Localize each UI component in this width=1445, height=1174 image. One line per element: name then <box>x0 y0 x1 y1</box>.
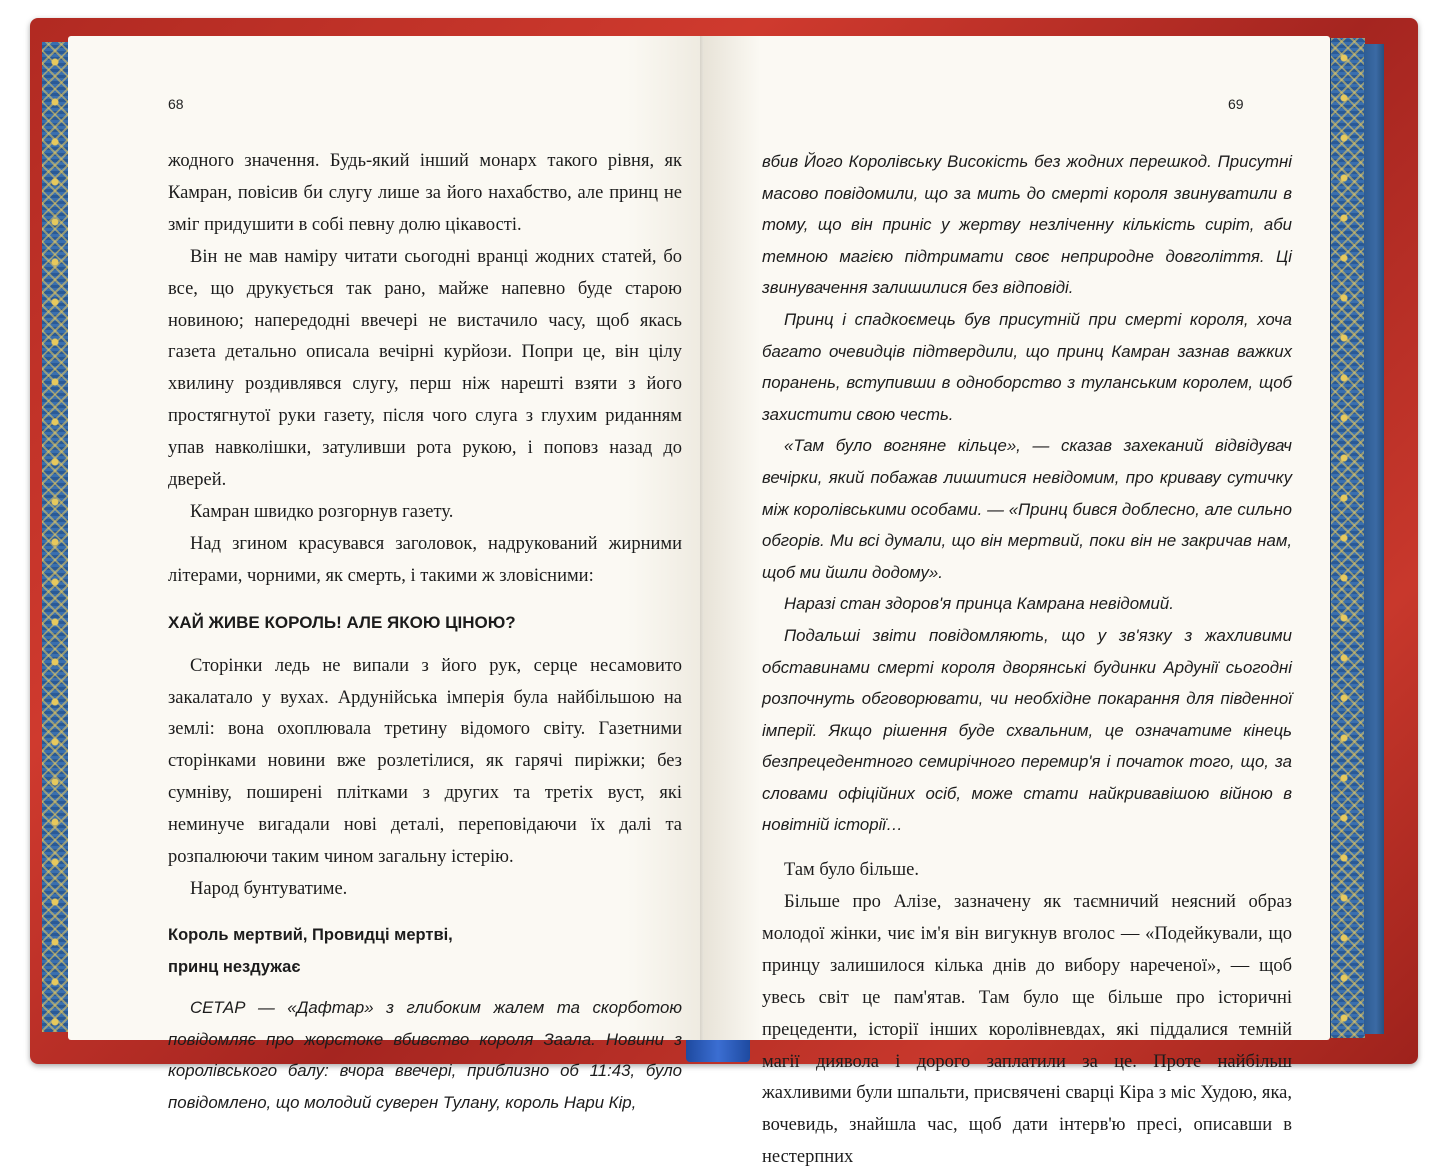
left-page-text <box>168 146 682 1119</box>
right-page-edges <box>1330 38 1365 1038</box>
bookmark-ribbon <box>686 1038 750 1062</box>
right-page <box>704 36 1330 1168</box>
article-paragraph: Наразі стан здоров'я принца Камрана невідомий. <box>784 594 1174 614</box>
paragraph: Він не мав наміру читати сьогодні вранці жодних статей, бо все, що друкується так рано, майже напевно буде старою новиною; напередодні ввечері не вистачило часу, щоб якась газета детально описала вечірні курйози. Попри це, він цілу хвилину роздивлявся слугу, перш ніж нарешті взяти з його простягнутої руки газету, після чого слуга з глухим риданням упав навколішки, затуливши рота рукою, і поповз назад до дверей. <box>168 246 682 491</box>
paragraph: Народ бунтуватиме. <box>190 878 348 899</box>
paragraph: Там було більше. <box>784 860 919 881</box>
paragraph: Більше про Алізе, зазначену як таємничий неясний образ молодої жінки, чиє ім'я він вигукнув вголос — «Подейкували, що принцу залишилося кілька днів до вибору нареченої», — щоб увесь світ це пам'ятав. Там було ще більше про історичні прецеденти, історії інших королівневдах, які піддалися темній магії диявола і дорого заплатили за це. Проте найбільш жахливими були шпальти, присвячені сварці Кіра з міс Худою, яка, вочевидь, знайшла час, щоб дати інтерв'ю пресі, описавши в нестерпних <box>762 891 1292 1168</box>
article-subhead-line-2: принц нездужає <box>168 957 301 976</box>
page-number-right: 69 <box>1228 96 1244 112</box>
article-paragraph: «Там було вогняне кільце», — сказав захеканий відвідувач вечірки, який побажав лишитися невідомим, про криваву сутичку між королівськими особами. — «Принц бився доблесно, але сильно обгорів. Ми всі думали, що він мертвий, поки він не закричав нам, щоб ми йшли додому». <box>762 436 1292 582</box>
article-paragraph: Принц і спадкоємець був присутній при смерті короля, хоча багато очевидців підтвердили, що принц Камран зазнав важких поранень, вступивши в одноборство з туланським королем, щоб захистити свою честь. <box>762 309 1292 424</box>
page-number-left: 68 <box>168 96 184 112</box>
article-paragraph: СЕТАР — «Дафтар» з глибоким жалем та скорботою повідомляє про жорстоке вбивство короля Заала. Новини з королівського балу: вчора ввечері, приблизно об 11:43, було повідомлено, що молодий суверен Тулану, король Нари Кір, <box>168 997 682 1113</box>
right-cover-edge <box>1364 44 1384 1034</box>
newspaper-headline: ХАЙ ЖИВЕ КОРОЛЬ! АЛЕ ЯКОЮ ЦІНОЮ? <box>168 612 516 632</box>
left-page-edges <box>42 42 69 1032</box>
article-subhead-line-1: Король мертвий, Провидці мертві, <box>168 925 453 944</box>
paragraph: Камран швидко розгорнув газету. <box>190 501 454 522</box>
article-paragraph: вбив Його Королівську Високість без жодних перешкод. Присутні масово повідомили, що за мить до смерті короля звинуватили в тому, що він приніс у жертву незліченну кількість сиріт, аби темною магією підтримати своє неприродне довголіття. Ці звинувачення залишилися без відповіді. <box>762 152 1292 298</box>
paragraph: Сторінки ледь не випали з його рук, серце несамовито закалатало у вухах. Ардунійська імперія була найбільшою на землі: вона охоплювала третину відомого світу. Газетними сторінками новини вже розлетілися, як гарячі пиріжки; без сумніву, поширені плітками з других та третіх вуст, які неминуче вигадали нові деталі, переповідаючи їх далі та розпалюючи таким чином загальну істерію. <box>168 655 682 868</box>
paragraph: жодного значення. Будь-який інший монарх такого рівня, як Камран, повісив би слугу лише за його нахабство, але принц не зміг придушити в собі певну долю цікавості. <box>168 151 682 235</box>
left-page <box>68 36 704 1113</box>
paragraph: Над згином красувався заголовок, надрукований жирними літерами, чорними, як смерть, і такими ж зловісними: <box>168 533 682 586</box>
article-paragraph: Подальші звіти повідомляють, що у зв'язку з жахливими обставинами смерті короля дворянські будинки Ардунії сьогодні розпочнуть обговорювати, чи необхідне покарання для південної імперії. Якщо рішення буде схвальним, це означатиме кінець безпрецедентного семирічного перемир'я і початок того, що, за словами офіційних осіб, може стати найкривавішою війною в новітній історії… <box>762 625 1292 835</box>
right-page-text <box>762 146 1292 1174</box>
